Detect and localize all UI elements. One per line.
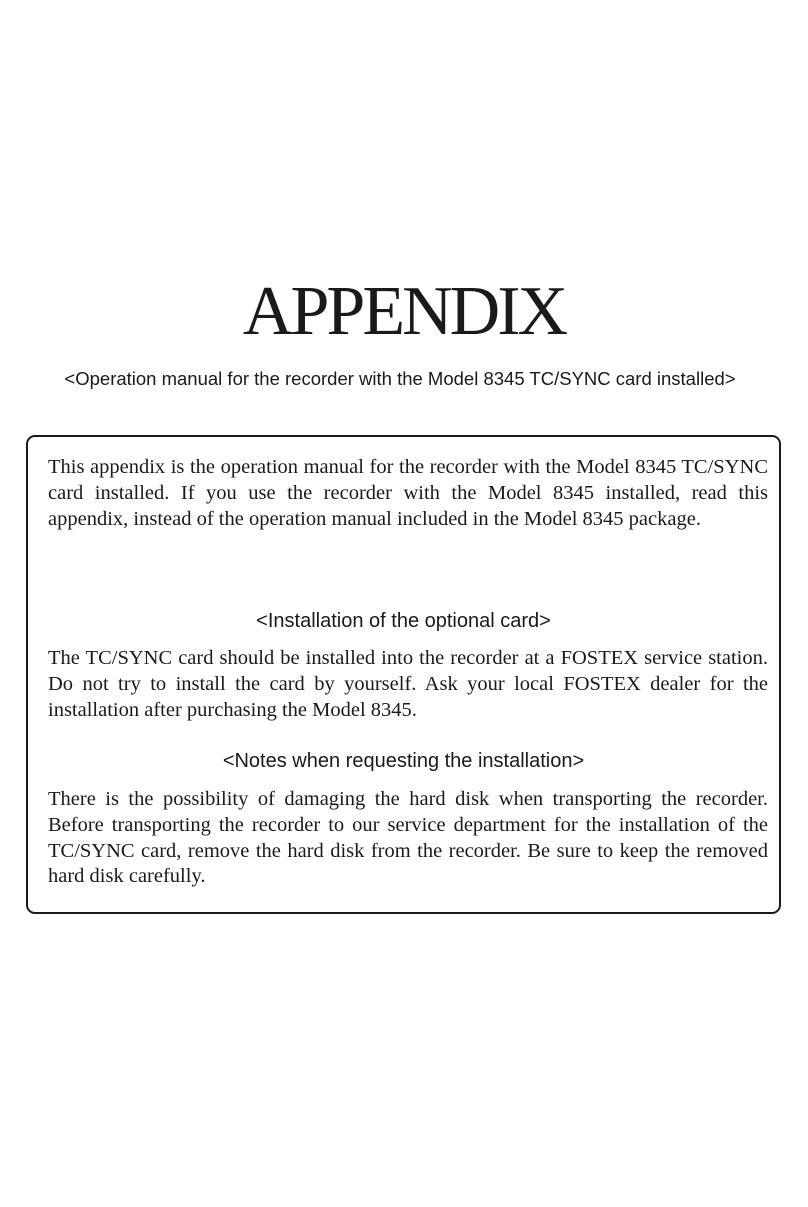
page-title: APPENDIX xyxy=(242,273,566,350)
section-body-notes: There is the possibility of damaging the hard disk when transporting the recorder. Before transporting the recorder to our service department for the installation of the TC/SYNC card, remove the hard disk from the recorder. Be sure to keep the removed hard disk carefully. xyxy=(48,788,768,888)
section-heading-installation: <Installation of the optional card> xyxy=(256,610,551,632)
notice-box xyxy=(26,435,781,914)
section-heading-notes: <Notes when requesting the installation> xyxy=(222,750,585,772)
intro-paragraph: This appendix is the operation manual for the recorder with the Model 8345 TC/SYNC card installed. If you use the recorder with the Model 8345 installed, read this appendix, instead of the operation manual included in the Model 8345 package. xyxy=(48,456,768,530)
page-subtitle: <Operation manual for the recorder with the Model 8345 TC/SYNC card installed> xyxy=(64,368,736,389)
section-body-installation: The TC/SYNC card should be installed into the recorder at a FOSTEX service station. Do not try to install the card by yourself. Ask your local FOSTEX dealer for the installation after purchasing the Model 8345. xyxy=(48,647,768,721)
